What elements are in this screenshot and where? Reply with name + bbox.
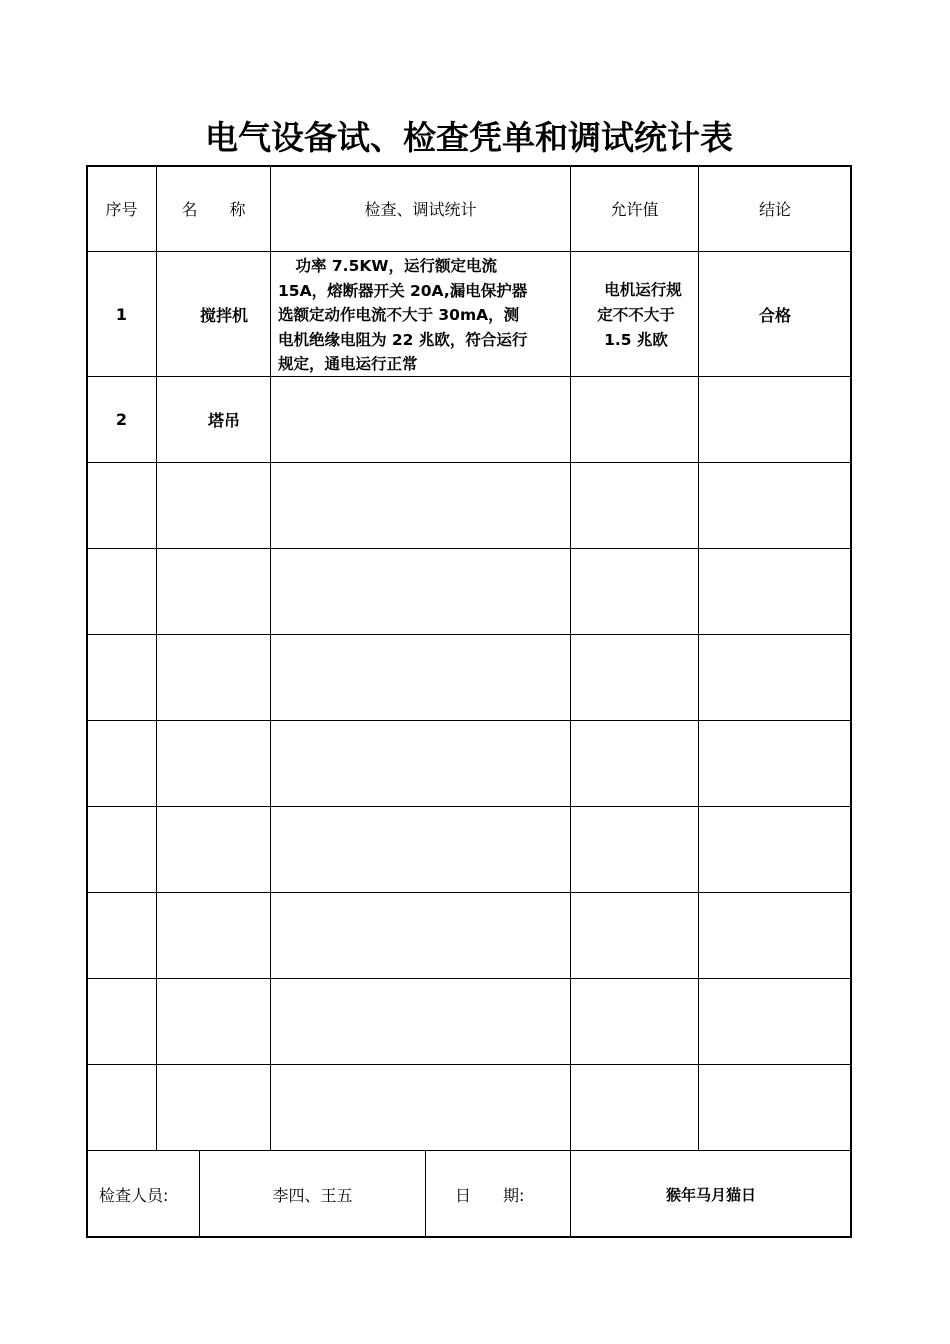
allowed-line: 电机运行规 <box>604 281 682 299</box>
check-line: 规定，通电运行正常 <box>278 355 418 373</box>
allowed-line: 定不不大于 <box>597 306 675 324</box>
row-divider <box>87 634 851 635</box>
row-divider <box>87 462 851 463</box>
row-2-seq: 2 <box>115 410 128 429</box>
row-1-name: 搅拌机 <box>199 305 248 325</box>
col-divider <box>270 166 271 1150</box>
row-divider <box>87 978 851 979</box>
row-divider <box>87 806 851 807</box>
check-line: 电机绝缘电阻为 22 兆欧，符合运行 <box>278 330 528 349</box>
row-1-allowed <box>574 278 698 353</box>
inspector-label: 检查人员: <box>99 1185 169 1205</box>
col-divider <box>570 166 571 1237</box>
row-2-name: 塔吊 <box>207 411 240 430</box>
header-name: 名 称 <box>181 200 246 219</box>
check-line: 功率 7.5KW，运行额定电流 <box>280 257 497 275</box>
allowed-line: 1.5 兆欧 <box>604 331 668 349</box>
check-line: 15A，熔断器开关 20A,漏电保护器 <box>278 281 528 300</box>
header-conclusion: 结论 <box>758 200 791 219</box>
row-1-conclusion: 合格 <box>758 305 791 325</box>
row-1-seq: 1 <box>115 304 128 324</box>
row-1-check <box>278 254 568 377</box>
date-value: 猴年马月猫日 <box>665 1185 756 1204</box>
row-divider <box>87 548 851 549</box>
form-title: 电气设备试、检查凭单和调试统计表 <box>205 118 733 157</box>
row-divider <box>87 720 851 721</box>
header-check: 检查、调试统计 <box>364 200 477 219</box>
check-line: 选额定动作电流不大于 30mA，测 <box>278 306 520 324</box>
date-label: 日 期: <box>455 1185 525 1205</box>
row-divider <box>87 892 851 893</box>
row-divider <box>87 1064 851 1065</box>
header-allowed: 允许值 <box>610 200 659 219</box>
inspector-value: 李四、王五 <box>272 1185 353 1205</box>
header-seq: 序号 <box>105 200 138 219</box>
